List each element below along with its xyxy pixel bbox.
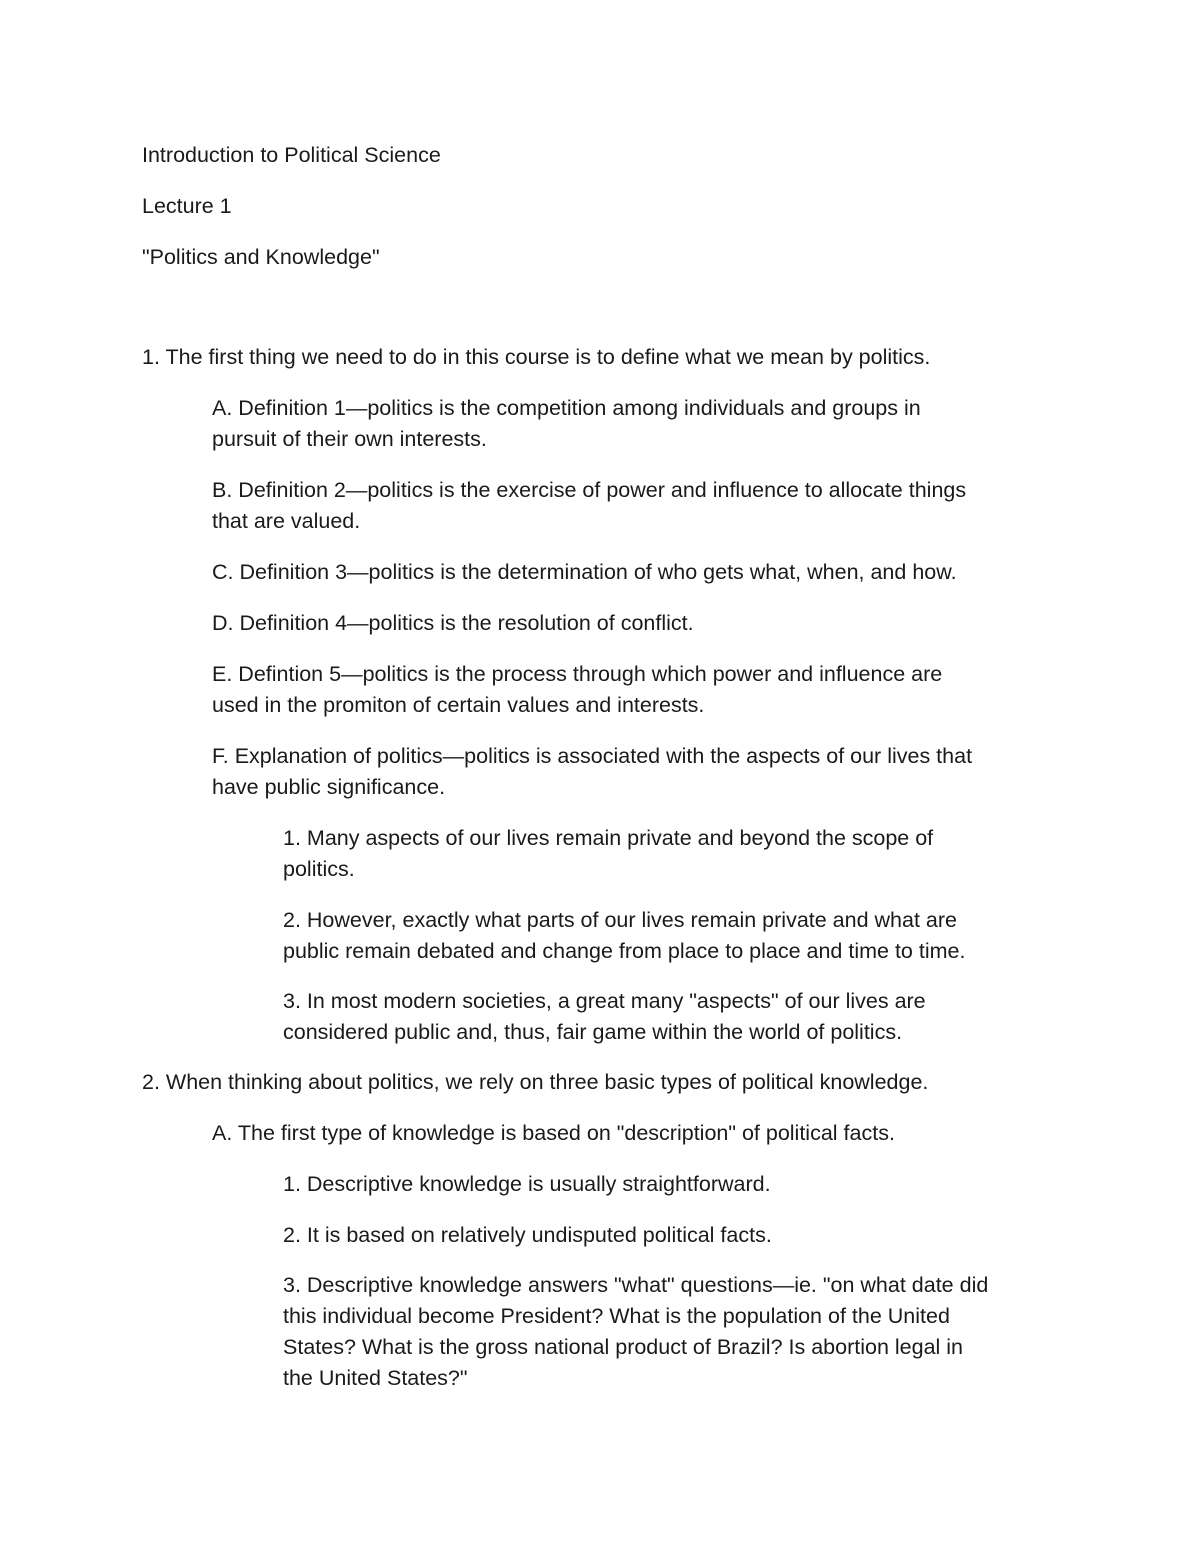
explanation-point-1-line-1: 1. Many aspects of our lives remain private and beyond the scope of	[283, 826, 934, 850]
definition-5-line-2: used in the promiton of certain values and interests.	[212, 693, 705, 717]
definition-2-line-1: B. Definition 2—politics is the exercise of power and influence to allocate things	[212, 478, 967, 502]
outline-item-1: 1. The first thing we need to do in this course is to define what we mean by politics.	[142, 345, 931, 369]
explanation-point-1-line-2: politics.	[283, 857, 355, 881]
explanation-line-1: F. Explanation of politics—politics is associated with the aspects of our lives that	[212, 744, 973, 768]
definition-2-line-2: that are valued.	[212, 509, 361, 533]
definition-3-line-1: C. Definition 3—politics is the determination of who gets what, when, and how.	[212, 560, 957, 584]
lecture-number: Lecture 1	[142, 194, 232, 218]
descriptive-point-3-line-1: 3. Descriptive knowledge answers "what" questions—ie. "on what date did	[283, 1273, 989, 1297]
descriptive-point-3-line-2: this individual become President? What is the population of the United	[283, 1304, 950, 1328]
descriptive-point-3-line-3: States? What is the gross national product of Brazil? Is abortion legal in	[283, 1335, 964, 1359]
explanation-line-2: have public significance.	[212, 775, 446, 799]
explanation-point-3-line-2: considered public and, thus, fair game within the world of politics.	[283, 1020, 903, 1044]
outline-item-2: 2. When thinking about politics, we rely on three basic types of political knowledge.	[142, 1070, 929, 1094]
lecture-title: "Politics and Knowledge"	[142, 245, 380, 269]
knowledge-type-a: A. The first type of knowledge is based on "description" of political facts.	[212, 1121, 895, 1145]
descriptive-point-3-line-4: the United States?"	[283, 1366, 468, 1390]
explanation-point-3-line-1: 3. In most modern societies, a great many "aspects" of our lives are	[283, 989, 926, 1013]
descriptive-point-2: 2. It is based on relatively undisputed political facts.	[283, 1223, 772, 1247]
descriptive-point-1: 1. Descriptive knowledge is usually straightforward.	[283, 1172, 771, 1196]
definition-4-line-1: D. Definition 4—politics is the resolution of conflict.	[212, 611, 694, 635]
explanation-point-2-line-2: public remain debated and change from place to place and time to time.	[283, 939, 966, 963]
course-title: Introduction to Political Science	[142, 143, 441, 167]
definition-5-line-1: E. Defintion 5—politics is the process through which power and influence are	[212, 662, 943, 686]
definition-1-line-1: A. Definition 1—politics is the competition among individuals and groups in	[212, 396, 921, 420]
explanation-point-2-line-1: 2. However, exactly what parts of our lives remain private and what are	[283, 908, 957, 932]
definition-1-line-2: pursuit of their own interests.	[212, 427, 487, 451]
